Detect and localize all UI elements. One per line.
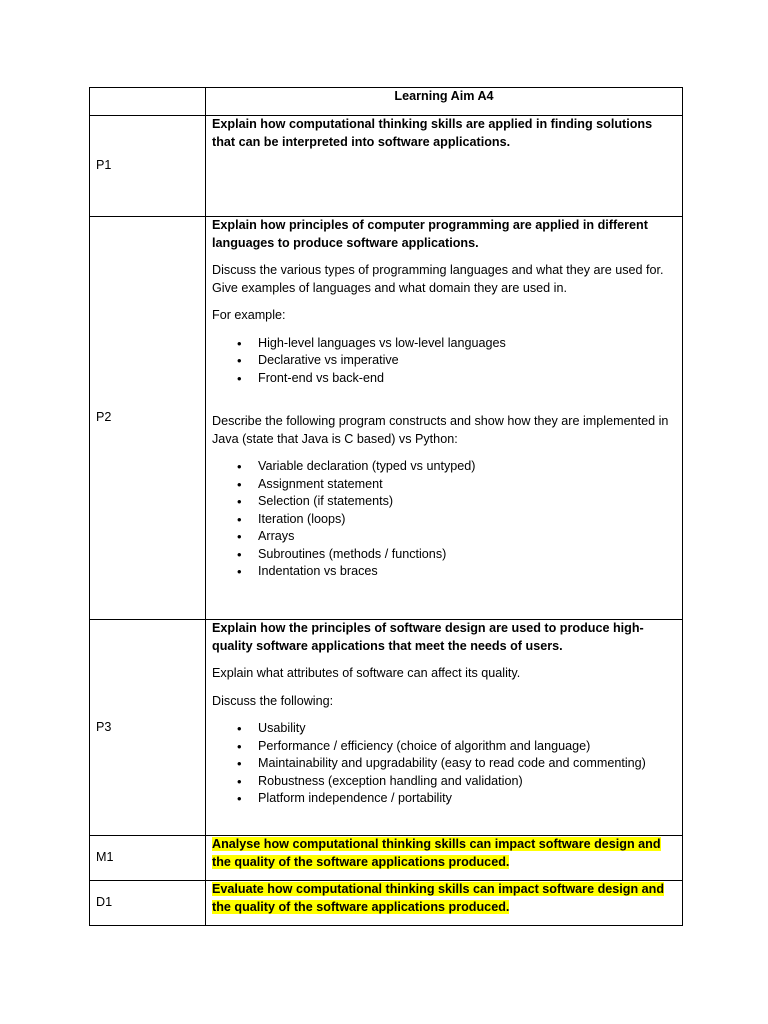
list-item: • Iteration (loops) bbox=[258, 511, 676, 529]
criterion-heading-d1: Evaluate how computational thinking skills can impact software design and the quality of the software applications produced. bbox=[212, 882, 665, 914]
criterion-heading-p2: Explain how principles of computer programming are applied in different languages to produce software applications. bbox=[212, 218, 648, 250]
list-item: • Platform independence / portability bbox=[258, 790, 676, 808]
table-row-p2 bbox=[90, 217, 683, 620]
list-item: • Variable declaration (typed vs untyped) bbox=[258, 458, 676, 476]
criterion-heading-p3: Explain how the principles of software design are used to produce high-quality software applications that meet the needs of users. bbox=[212, 621, 644, 653]
list-item: • Maintainability and upgradability (easy to read code and commenting) bbox=[258, 755, 676, 773]
p3-quality-list bbox=[212, 720, 676, 808]
list-item: • Subroutines (methods / functions) bbox=[258, 546, 676, 564]
criterion-code-p1: P1 bbox=[90, 116, 206, 217]
table-header-row bbox=[90, 88, 683, 116]
list-item: • Performance / efficiency (choice of algorithm and language) bbox=[258, 738, 676, 756]
criterion-content-d1 bbox=[206, 881, 683, 926]
p2-constructs-list bbox=[212, 458, 676, 581]
list-item: • Arrays bbox=[258, 528, 676, 546]
p3-paragraph-discuss: Discuss the following: bbox=[212, 693, 334, 708]
criterion-code-p3: P3 bbox=[90, 620, 206, 836]
criterion-code-d1: D1 bbox=[90, 881, 206, 926]
table-row-m1 bbox=[90, 836, 683, 881]
p2-paragraph-constructs: Describe the following program constructs and show how they are implemented in Java (state that Java is C based) vs Python: bbox=[212, 414, 669, 446]
p3-paragraph-attributes: Explain what attributes of software can affect its quality. bbox=[212, 666, 521, 680]
p2-paragraph-for-example: For example: bbox=[212, 308, 286, 322]
criterion-content-p3 bbox=[206, 620, 683, 836]
criterion-content-p1 bbox=[206, 116, 683, 217]
list-item: • Indentation vs braces bbox=[258, 563, 676, 581]
table-row-p1 bbox=[90, 116, 683, 217]
table-row-d1 bbox=[90, 881, 683, 926]
list-item: • Robustness (exception handling and validation) bbox=[258, 773, 676, 791]
criterion-heading-p1: Explain how computational thinking skills are applied in finding solutions that can be interpreted into software applications. bbox=[212, 117, 653, 149]
list-item: • Front-end vs back-end bbox=[258, 370, 676, 388]
list-item: • High-level languages vs low-level languages bbox=[258, 335, 676, 353]
table-title: Learning Aim A4 bbox=[206, 88, 683, 116]
learning-aim-table bbox=[89, 87, 683, 926]
criterion-content-p2 bbox=[206, 217, 683, 620]
criterion-code-m1: M1 bbox=[90, 836, 206, 881]
list-item: • Selection (if statements) bbox=[258, 493, 676, 511]
p2-language-types-list bbox=[212, 335, 676, 388]
table-row-p3 bbox=[90, 620, 683, 836]
list-item: • Assignment statement bbox=[258, 476, 676, 494]
list-item: • Declarative vs imperative bbox=[258, 352, 676, 370]
list-item: • Usability bbox=[258, 720, 676, 738]
criterion-code-p2: P2 bbox=[90, 217, 206, 620]
p2-paragraph-languages: Discuss the various types of programming languages and what they are used for. Give examples of languages and what domain they are used in. bbox=[212, 263, 664, 295]
criterion-heading-m1: Analyse how computational thinking skills can impact software design and the quality of the software applications produced. bbox=[212, 837, 661, 869]
header-empty-cell bbox=[90, 88, 206, 116]
criterion-content-m1 bbox=[206, 836, 683, 881]
